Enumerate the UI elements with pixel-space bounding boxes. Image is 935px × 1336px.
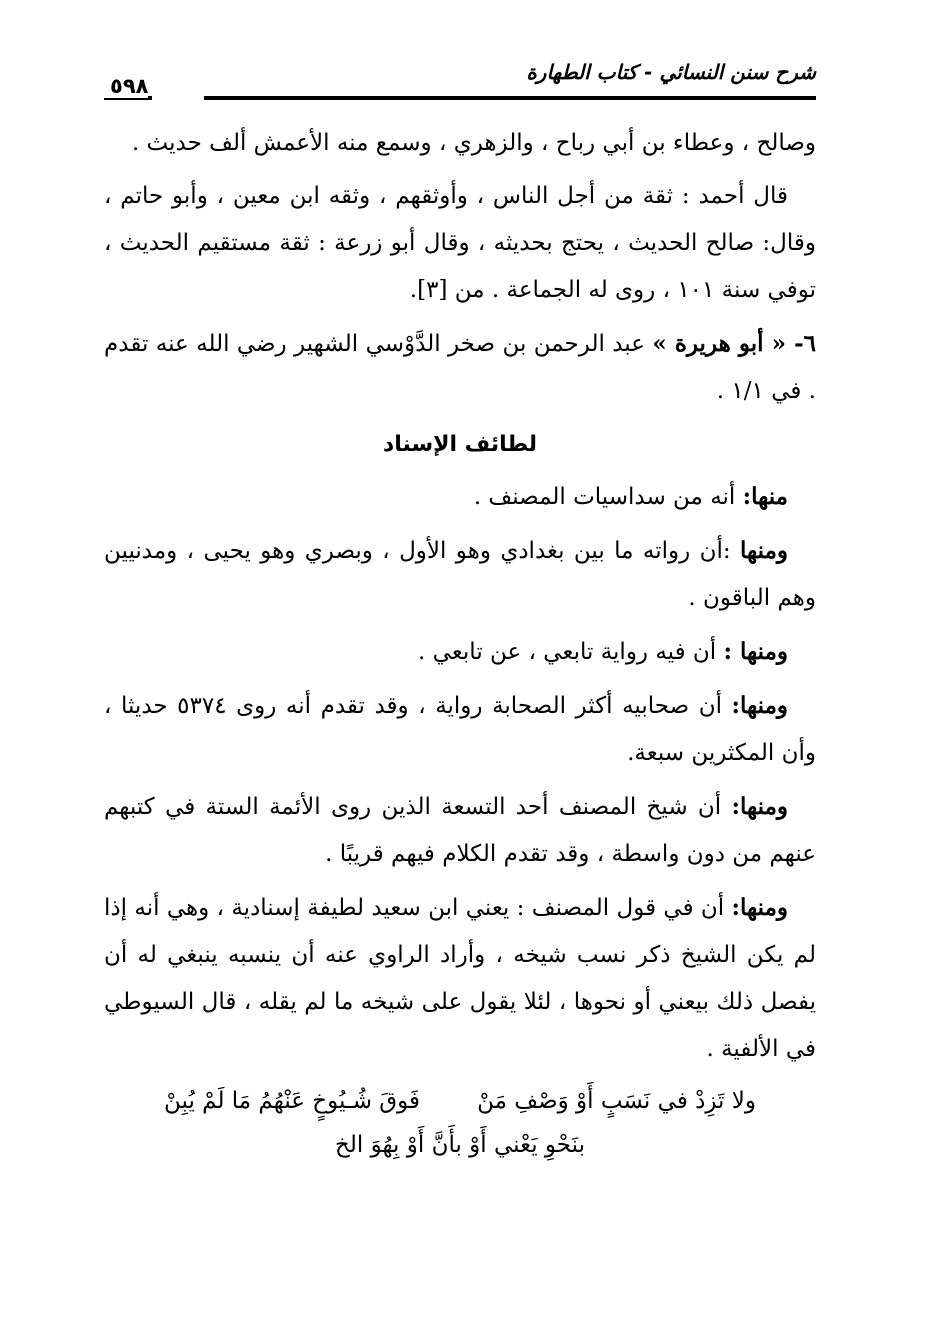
body-text: [104, 120, 816, 1167]
paragraph-2: قال أحمد : ثقة من أجل الناس ، وأوثقهم ، وثقه ابن معين ، وأبو حاتم ، وقال: صالح الحديث ، يحتج بحديثه ، وقال أبو زرعة : ثقة مستقيم الحديث ، توفي سنة ١٠١ ، روى له الجماعة . من [٣].: [104, 183, 816, 303]
item-4: [104, 682, 816, 777]
narrator-name: ٦- « أبو هريرة »: [652, 330, 816, 357]
item-lead: ومنها:: [731, 894, 788, 921]
verse-hemistich-2: فَوقَ شُـيُوخٍ عَنْهُمُ مَا لَمْ يُبِنْ: [164, 1088, 421, 1114]
paragraph-3: [104, 320, 816, 415]
section-heading: لطائف الإسناد: [382, 432, 538, 457]
item-text: :أن رواته ما بين بغدادي وهو الأول ، وبصري وهو يحيى ، ومدنيين وهم الباقون .: [104, 538, 816, 611]
item-3: [104, 628, 816, 676]
item-2: [104, 527, 816, 622]
item-text: أنه من سداسيات المصنف .: [473, 484, 743, 510]
verse-line-2: بنَحْوِ يَعْني أَوْ بأَنَّ أَوْ بِهُوَ الخ: [335, 1132, 585, 1158]
item-text: أن شيخ المصنف أحد التسعة الذين روى الأئمة الستة في كتبهم عنهم من دون واسطة ، وقد تقدم الكلام فيهم قريبًا .: [104, 794, 816, 867]
item-5: [104, 783, 816, 878]
item-lead: ومنها :: [723, 638, 788, 665]
item-lead: ومنها: [740, 537, 788, 564]
paragraph-3-text: عبد الرحمن بن صخر الدَّوْسي الشهير رضي الله عنه تقدم . في ١/١ .: [104, 331, 816, 404]
item-6: [104, 884, 816, 1073]
item-lead: ومنها:: [731, 793, 788, 820]
page-number: ٥٩٨: [104, 74, 148, 98]
item-text: أن في قول المصنف : يعني ابن سعيد لطيفة إسنادية ، وهي أنه إذا لم يكن الشيخ ذكر نسب شيخه ، وأراد الراوي عنه أن ينسبه ينبغي له أن يفصل ذلك بيعني أو نحوها ، لئلا يقول على شيخه ما لم يقله ، قال السيوطي في الألفية .: [104, 895, 816, 1062]
item-1: [104, 473, 816, 521]
item-text: أن فيه رواية تابعي ، عن تابعي .: [418, 639, 724, 665]
verse-line-1: [104, 1079, 816, 1123]
paragraph-1: وصالح ، وعطاء بن أبي رباح ، والزهري ، وسمع منه الأعمش ألف حديث .: [131, 130, 816, 156]
item-text: أن صحابيه أكثر الصحابة رواية ، وقد تقدم أنه روى ٥٣٧٤ حديثا ، وأن المكثرين سبعة.: [104, 693, 816, 766]
running-title: شرح سنن النسائي - كتاب الطهارة: [526, 60, 816, 84]
page-header: [104, 58, 816, 98]
item-lead: ومنها:: [731, 692, 788, 719]
header-rule: [204, 96, 816, 100]
item-lead: منها:: [742, 483, 788, 510]
verse-hemistich-1: ولا تَزِدْ في نَسَبٍ أَوْ وَصْفِ مَنْ: [477, 1088, 756, 1114]
